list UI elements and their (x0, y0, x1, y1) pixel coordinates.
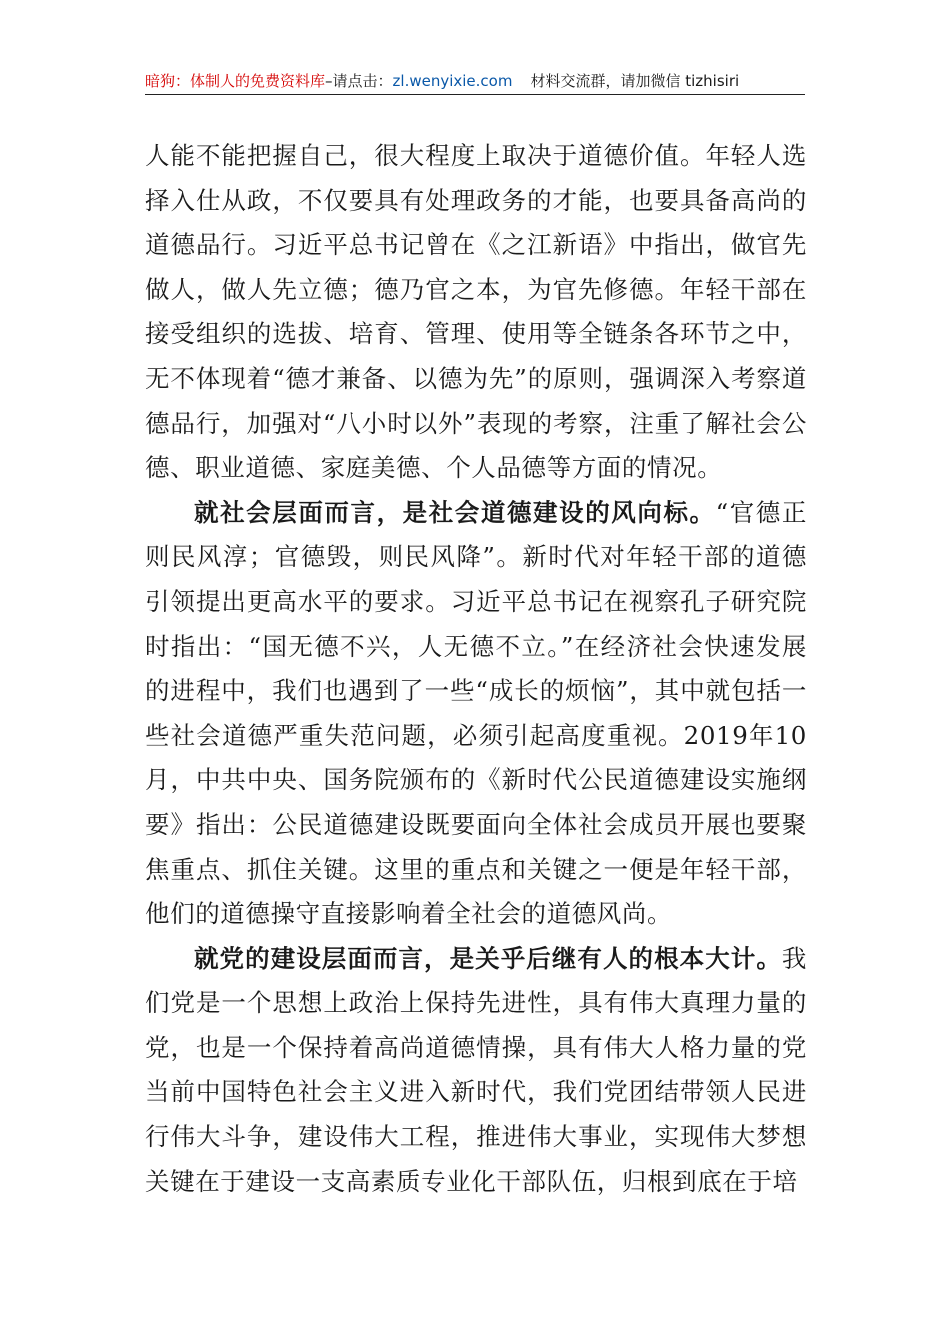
paragraph-3-text: 我们党是一个思想上政治上保持先进性，具有伟大真理力量的党，也是一个保持着高尚道德情操，具有伟大人格力量的党当前中国特色社会主义进入新时代，我们党团结带领人民进行伟大斗争，建设伟大工程，推进伟大事业，实现伟大梦想关键在于建设一支高素质专业化干部队伍，归根到底在于培 (145, 943, 807, 1196)
paragraph-3-lead: 就党的建设层面而言，是关乎后继有人的根本大计。 (194, 943, 782, 973)
header-click-prefix: –请点击： (325, 72, 393, 90)
paragraph-1 (145, 134, 807, 491)
header-wechat-note: 材料交流群，请加微信 tizhisiri (530, 72, 740, 90)
header-url-link[interactable]: zl.wenyixie.com (392, 72, 513, 90)
paragraph-3 (145, 937, 807, 1205)
page-header (145, 68, 805, 95)
paragraph-2 (145, 491, 807, 937)
header-brand: 暗狗：体制人的免费资料库 (145, 72, 326, 90)
paragraph-1-text: 人能不能把握自己，很大程度上取决于道德价值。年轻人选择入仕从政，不仅要具有处理政务的才能，也要具备高尚的道德品行。习近平总书记曾在《之江新语》中指出，做官先做人，做人先立德；德乃官之本，为官先修德。年轻干部在接受组织的选拔、培育、管理、使用等全链条各环节之中，无不体现着“德才兼备、以德为先”的原则，强调深入考察道德品行，加强对“八小时以外”表现的考察，注重了解社会公德、职业道德、家庭美德、个人品德等方面的情况。 (145, 141, 807, 483)
paragraph-2-lead: 就社会层面而言，是社会道德建设的风向标。 (194, 497, 716, 527)
paragraph-2-text: “官德正则民风淳；官德毁，则民风降”。新时代对年轻干部的道德引领提出更高水平的要求。习近平总书记在视察孔子研究院时指出：“国无德不兴，人无德不立。”在经济社会快速发展的进程中，我们也遇到了一些“成长的烦恼”，其中就包括一些社会道德严重失范问题，必须引起高度重视。2019年10月，中共中央、国务院颁布的《新时代公民道德建设实施纲要》指出：公民道德建设既要面向全体社会成员开展也要聚焦重点、抓住关键。这里的重点和关键之一便是年轻干部，他们的道德操守直接影响着全社会的道德风尚。 (145, 497, 807, 929)
document-body (145, 134, 807, 1204)
